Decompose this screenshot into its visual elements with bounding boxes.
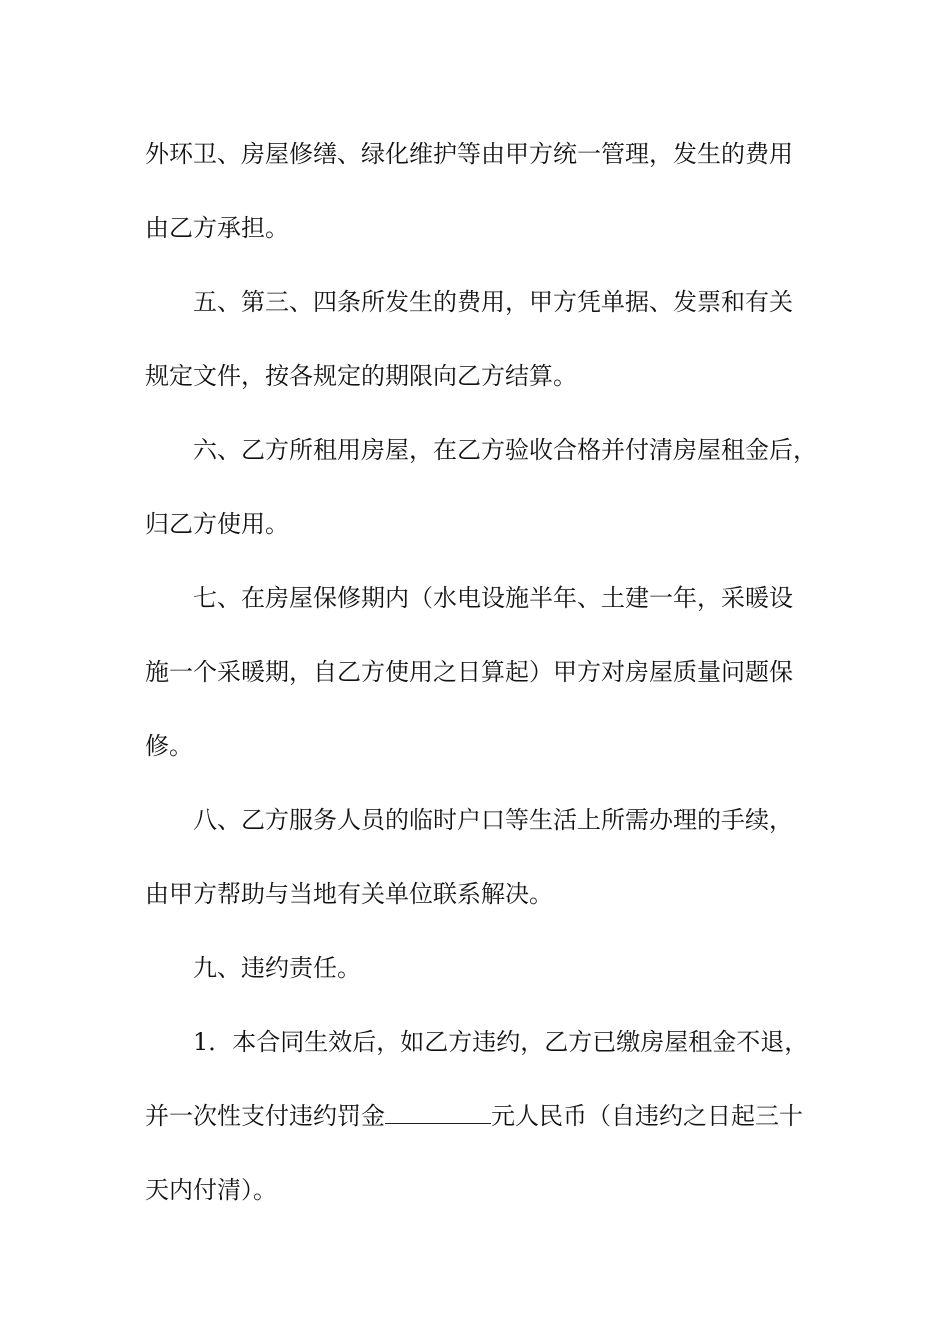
penalty-text-before: 并一次性支付违约罚金	[145, 1102, 385, 1130]
text-line: 修。	[145, 732, 193, 760]
paragraph-eight-line: 八、乙方服务人员的临时户口等生活上所需办理的手续，	[193, 806, 793, 834]
penalty-text-after: 元人民币（自违约之日起三十	[491, 1102, 803, 1130]
clause-one-line: 1．本合同生效后，如乙方违约，乙方已缴房屋租金不退，	[193, 1028, 809, 1056]
section-heading-breach: 九、违约责任。	[193, 954, 361, 982]
penalty-amount-blank	[385, 1103, 491, 1124]
text-line: 规定文件，按各规定的期限向乙方结算。	[145, 362, 577, 390]
penalty-line	[145, 1100, 803, 1132]
text-line: 外环卫、房屋修缮、绿化维护等由甲方统一管理，发生的费用	[145, 140, 793, 168]
text-line: 由乙方承担。	[145, 214, 289, 242]
paragraph-six-line: 六、乙方所租用房屋，在乙方验收合格并付清房屋租金后，	[193, 436, 817, 464]
text-line: 归乙方使用。	[145, 510, 289, 538]
text-line: 由甲方帮助与当地有关单位联系解决。	[145, 880, 553, 908]
text-line: 施一个采暖期，自乙方使用之日算起）甲方对房屋质量问题保	[145, 658, 793, 686]
text-line: 天内付清）。	[145, 1176, 277, 1204]
paragraph-seven-line: 七、在房屋保修期内（水电设施半年、土建一年，采暖设	[193, 584, 793, 612]
paragraph-five-line: 五、第三、四条所发生的费用，甲方凭单据、发票和有关	[193, 288, 793, 316]
